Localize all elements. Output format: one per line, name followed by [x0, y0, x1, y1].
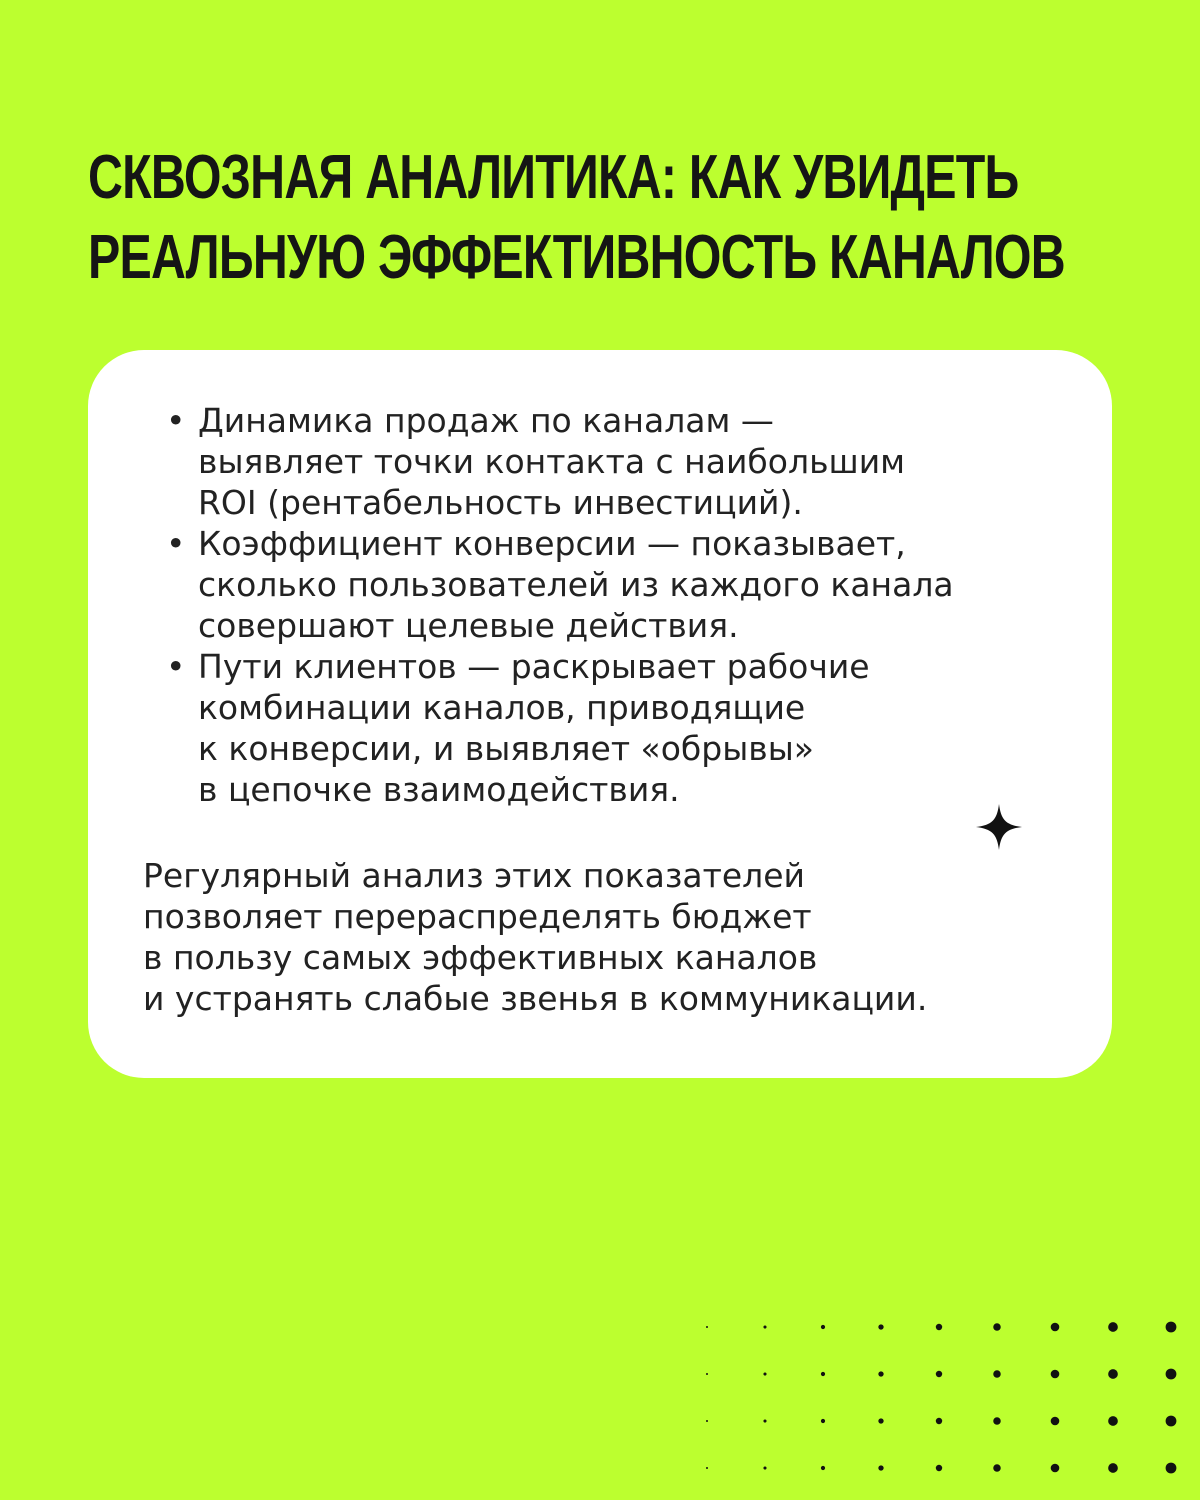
sparkle-icon: [974, 802, 1024, 852]
decor-dot: [763, 1325, 766, 1328]
bullet-text: сколько пользователей из каждого канала: [198, 565, 954, 604]
decor-dot: [706, 1420, 708, 1422]
decor-dot: [706, 1467, 708, 1469]
decor-dot: [1051, 1323, 1060, 1332]
decor-dot: [936, 1371, 942, 1377]
decor-dot: [821, 1466, 825, 1470]
bullet-text: Пути клиентов — раскрывает рабочие: [198, 647, 870, 686]
decor-dot: [1166, 1369, 1177, 1380]
summary-line: и устранять слабые звенья в коммуникации.: [143, 979, 928, 1018]
decor-dot: [936, 1418, 942, 1424]
bullet-text: Динамика продаж по каналам —: [198, 401, 774, 440]
decor-dot: [878, 1465, 883, 1470]
bullet-text: совершают целевые действия.: [198, 606, 739, 645]
decor-dot: [1166, 1322, 1177, 1333]
decor-dot: [1051, 1417, 1060, 1426]
decor-dot: [1051, 1370, 1060, 1379]
decor-dot: [1166, 1416, 1177, 1427]
decor-dot: [936, 1324, 942, 1330]
title-line-1: СКВОЗНАЯ АНАЛИТИКА: КАК УВИДЕТЬ: [88, 143, 1019, 212]
title-line-2: РЕАЛЬНУЮ ЭФФЕКТИВНОСТЬ КАНАЛОВ: [88, 223, 1065, 292]
decor-dot: [878, 1324, 883, 1329]
bullet-text: Коэффициент конверсии — показывает,: [198, 524, 906, 563]
decor-dot: [706, 1326, 708, 1328]
decor-dot: [878, 1418, 883, 1423]
decor-dot: [1108, 1416, 1118, 1426]
decor-dot: [936, 1465, 942, 1471]
decor-dot: [878, 1371, 883, 1376]
bullet-text: к конверсии, и выявляет «обрывы»: [198, 729, 814, 768]
bullet-icon: •: [166, 524, 186, 563]
decor-dot: [993, 1370, 1001, 1378]
summary-line: в пользу самых эффективных каналов: [143, 938, 818, 977]
decor-dot: [1108, 1322, 1118, 1332]
decor-dot: [763, 1372, 766, 1375]
decor-dot: [1166, 1463, 1177, 1474]
decor-dot: [821, 1419, 825, 1423]
list-item: [166, 523, 1066, 646]
decor-dot: [993, 1417, 1001, 1425]
bullet-icon: •: [166, 401, 186, 440]
list-item: [166, 400, 1066, 523]
list-item: [166, 646, 1066, 810]
summary-paragraph: [143, 855, 1083, 1019]
bullet-text: выявляет точки контакта с наибольшим: [198, 442, 906, 481]
decor-dot: [1051, 1464, 1060, 1473]
bullet-text: ROI (рентабельность инвестиций).: [198, 483, 803, 522]
decor-dot: [1108, 1369, 1118, 1379]
bullet-text: в цепочке взаимодействия.: [198, 770, 680, 809]
decor-dot: [1108, 1463, 1118, 1473]
bullet-icon: •: [166, 647, 186, 686]
decor-dot: [993, 1323, 1001, 1331]
content-card: [88, 350, 1112, 1078]
decor-dot: [821, 1372, 825, 1376]
bullet-list: [166, 400, 1066, 810]
page-title: [88, 138, 1065, 298]
decor-dot: [821, 1325, 825, 1329]
decor-dot: [763, 1419, 766, 1422]
decor-dot: [706, 1373, 708, 1375]
decor-dot: [993, 1464, 1001, 1472]
bullet-text: комбинации каналов, приводящие: [198, 688, 806, 727]
summary-line: позволяет перераспределять бюджет: [143, 897, 812, 936]
decor-dot: [763, 1466, 766, 1469]
summary-line: Регулярный анализ этих показателей: [143, 856, 805, 895]
